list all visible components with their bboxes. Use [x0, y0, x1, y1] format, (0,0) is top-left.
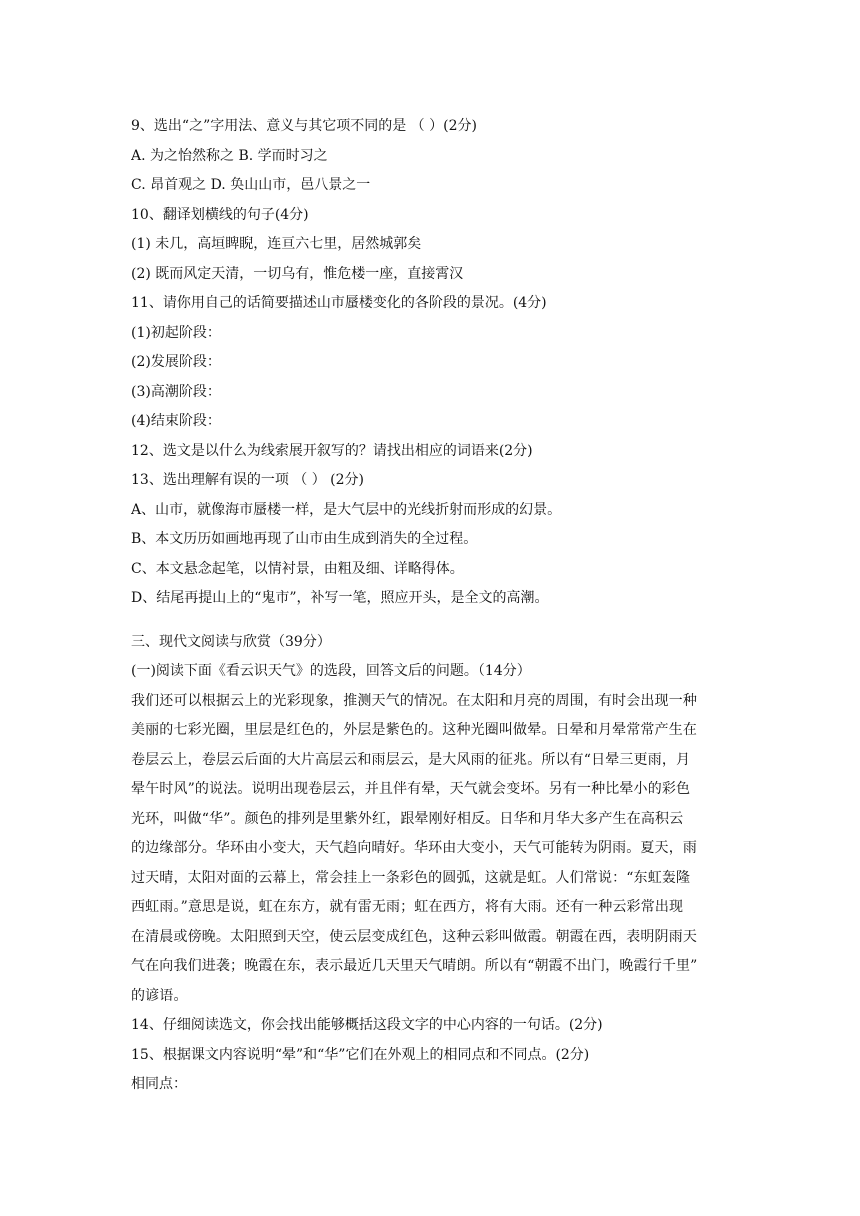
section-spacer	[131, 614, 731, 628]
passage-line: 光环，叫做“华”。颜色的排列是里紫外红，跟晕刚好相反。日华和月华大多产生在高积云	[131, 810, 684, 827]
question-9-options-cd: C. 昂首观之 D. 奂山山市，邑八景之一	[131, 177, 371, 193]
reading-passage	[131, 687, 731, 1012]
question-15-stem: 15、根据课文内容说明“晕”和“华”它们在外观上的相同点和不同点。(2分)	[131, 1046, 590, 1063]
question-11-stage-2: (2)发展阶段：	[131, 354, 221, 370]
passage-line: 的边缘部分。华环由小变大，天气趋向晴好。华环由大变小，天气可能转为阴雨。夏天，雨	[131, 840, 697, 856]
question-10-sentence-1: (1) 未几，高垣睥睨，连亘六七里，居然城郭矣	[131, 236, 422, 252]
passage-line: 在清晨或傍晚。太阳照到天空，使云层变成红色，这种云彩叫做霞。朝霞在西，表明阴雨天	[131, 928, 697, 945]
question-12-stem: 12、选文是以什么为线索展开叙写的？请找出相应的词语来(2分)	[131, 442, 533, 459]
passage-line: 西虹雨。”意思是说，虹在东方，就有雷无雨；虹在西方，将有大雨。还有一种云彩常出现	[131, 899, 684, 915]
question-13-option-d: D、结尾再提山上的“鬼市”，补写一笔，照应开头，是全文的高潮。	[131, 590, 549, 606]
passage-line: 我们还可以根据云上的光彩现象，推测天气的情况。在太阳和月亮的周围，有时会出现一种	[131, 692, 697, 709]
question-11-stage-3: (3)高潮阶段：	[131, 383, 221, 400]
question-9-options-ab: A. 为之怡然称之 B. 学而时习之	[131, 147, 328, 164]
question-13-option-b: B、本文历历如画地再现了山市由生成到消失的全过程。	[131, 531, 478, 547]
section-3-part-1-heading: (一)阅读下面《看云识天气》的选段，回答文后的问题。（14分）	[131, 663, 531, 679]
exam-page	[131, 112, 731, 1100]
passage-line: 过天晴，太阳对面的云幕上，常会挂上一条彩色的圆弧，这就是虹。人们常说：“东虹轰隆	[131, 869, 691, 886]
passage-line: 美丽的七彩光圈，里层是红色的，外层是紫色的。这种光圈叫做晕。日晕和月晕常常产生在	[131, 722, 697, 738]
question-9-stem: 9、选出“之”字用法、意义与其它项不同的是 （ ）(2分)	[131, 118, 477, 134]
question-11-stage-1: (1)初起阶段：	[131, 324, 221, 341]
passage-line: 卷层云上，卷层云后面的大片高层云和雨层云，是大风雨的征兆。所以有“日晕三更雨，月	[131, 751, 691, 768]
question-14-stem: 14、仔细阅读选文，你会找出能够概括这段文字的中心内容的一句话。(2分)	[131, 1017, 603, 1033]
passage-line: 气在向我们进袭；晚霞在东，表示最近几天里天气晴朗。所以有“朝霞不出门，晚霞行千里”	[131, 958, 698, 974]
passage-line: 晕午时风”的说法。说明出现卷层云，并且伴有晕，天气就会变坏。另有一种比晕小的彩色	[131, 781, 691, 797]
section-3-title: 三、现代文阅读与欣赏（39分）	[131, 633, 331, 650]
question-11-stem: 11、请你用自己的话简要描述山市蜃楼变化的各阶段的景况。(4分)	[131, 295, 547, 311]
passage-line: 的谚语。	[131, 987, 188, 1004]
question-10-sentence-2: (2) 既而风定天清，一切乌有，惟危楼一座，直接霄汉	[131, 265, 464, 282]
question-15-same-label: 相同点：	[131, 1076, 187, 1092]
question-13-option-c: C、本文悬念起笔，以情衬景，由粗及细、详略得体。	[131, 560, 464, 577]
question-11-stage-4: (4)结束阶段：	[131, 413, 221, 429]
question-13-option-a: A、山市，就像海市蜃楼一样，是大气层中的光线折射而形成的幻景。	[131, 501, 562, 518]
question-10-stem: 10、翻译划横线的句子(4分)	[131, 206, 309, 223]
question-13-stem: 13、选出理解有误的一项 （ ） (2分)	[131, 472, 364, 488]
